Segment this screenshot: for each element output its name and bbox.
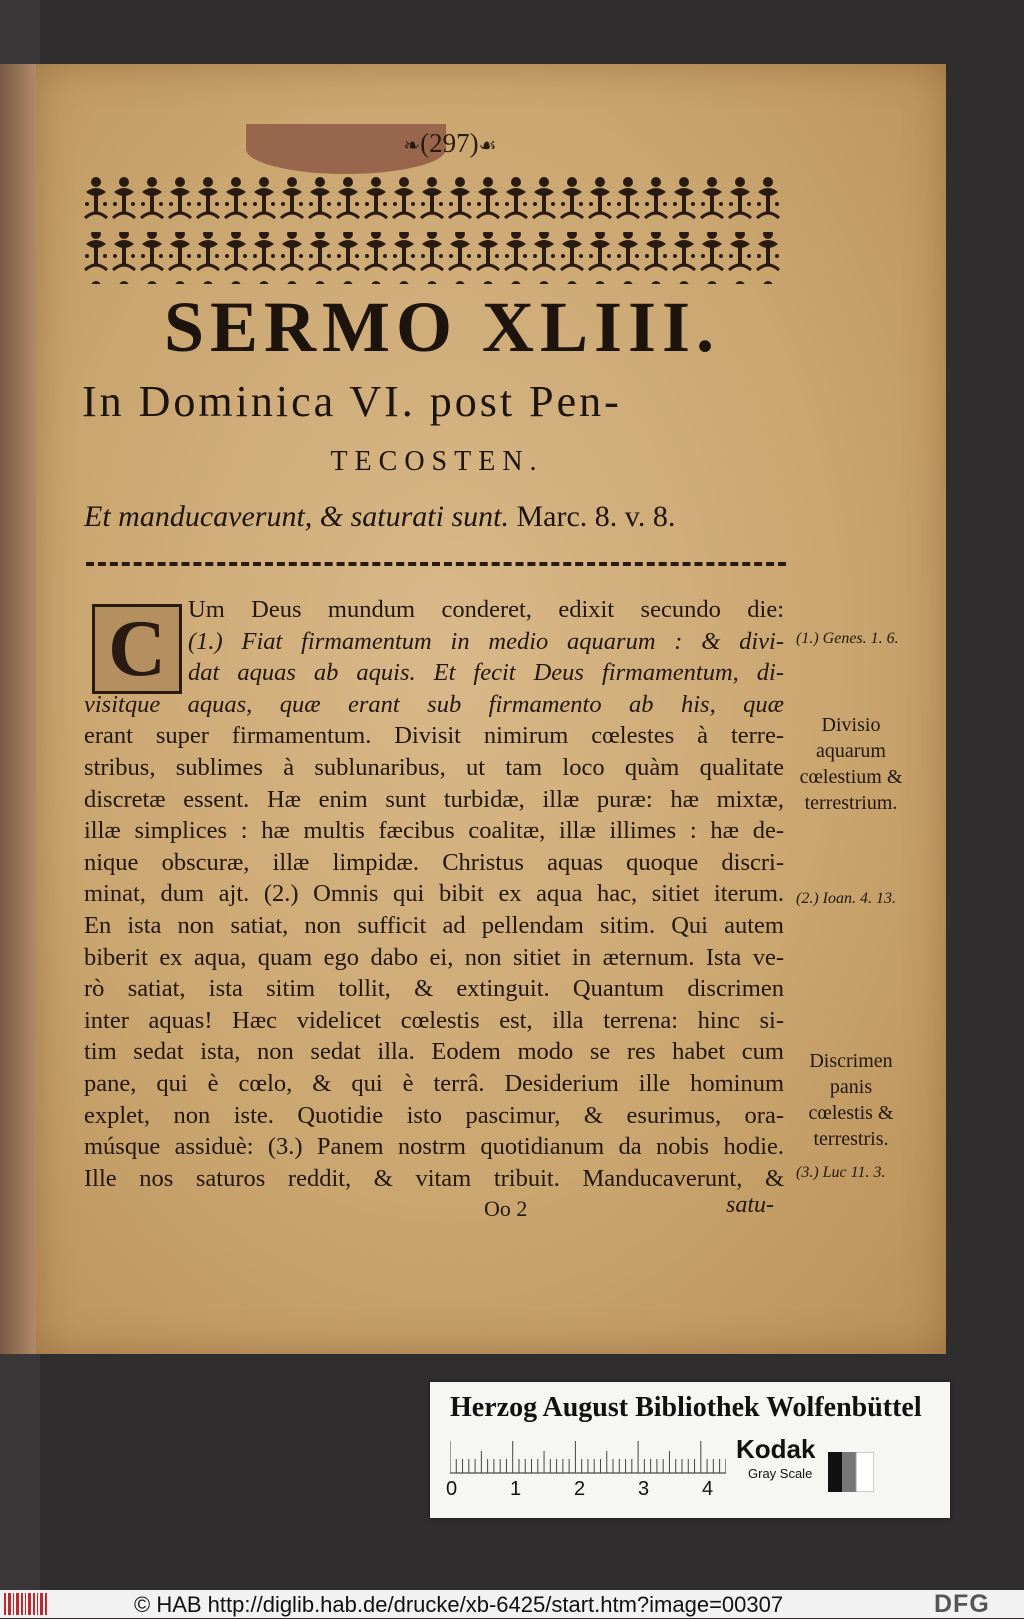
sermon-title: SERMO XLIII.: [163, 287, 721, 367]
margin-heading-discrimen: Discrimen panis cœlestis & terrestris.: [808, 1050, 894, 1150]
page-number: [370, 128, 530, 159]
body-text: [84, 594, 784, 1194]
text-line: En ista non satiat, non sufficit ad pellendam sitim. Qui autem: [84, 911, 784, 939]
text-line: músque assiduè: (3.) Panem nostrm quotidianum da nobis hodie.: [84, 1133, 784, 1161]
sermon-subtitle: In Dominica VI. post Pen-: [82, 377, 622, 426]
text-line: dat aquas ab aquis. Et fecit Deus firmamentum, di-: [188, 659, 784, 687]
text-line: visitque aquas, quæ erant sub firmamento ab his, quæ: [84, 690, 784, 718]
text-line: (1.) Fiat firmamentum in medio aquarum : & divi-: [188, 627, 784, 655]
sermon-subtitle-continued: TECOSTEN.: [330, 446, 544, 477]
library-name: Herzog August Bibliothek Wolfenbüttel: [450, 1392, 922, 1423]
text-line: discretæ essent. Hæ enim sunt turbidæ, illæ puræ: hæ mixtæ,: [84, 785, 784, 813]
footer-bar: [0, 1590, 1024, 1618]
gray-scale-swatch: [828, 1452, 874, 1492]
epigraph: [84, 500, 804, 534]
folio-ornament-left: ❧: [403, 135, 421, 157]
signature-mark: Oo 2: [484, 1196, 528, 1221]
library-color-card: [430, 1382, 950, 1518]
margin-heading-divisio: Divisio aquarum cœlestium & terrestrium.: [799, 714, 903, 814]
text-line: illæ simplices : hæ multis fæcibus coalitæ, illæ illimes : hæ de-: [84, 817, 784, 845]
catchword: satu-: [726, 1192, 774, 1218]
text-line: Ille nos saturos reddit, & vitam tribuit. Manducaverunt, &: [84, 1164, 784, 1192]
text-line: tim sedat ista, non sedat illa. Eodem modo se res habet cum: [84, 1038, 784, 1066]
drop-capital-letter: C: [108, 605, 166, 693]
text-line: minat, dum ajt. (2.) Omnis qui bibit ex aqua hac, sitiet iterum.: [84, 880, 784, 908]
text-line: erant super firmamentum. Divisit nimirum cœlestes à terre-: [84, 722, 784, 750]
decorative-headpiece: [82, 174, 782, 286]
epigraph-reference: Marc. 8. v. 8.: [516, 500, 676, 533]
text-line: rò satiat, ista sitim tollit, & extinguit. Quantum discrimen: [84, 975, 784, 1003]
text-line: explet, non iste. Quotidie isto pascimur, & esurimus, ora-: [84, 1101, 784, 1129]
margin-note-ioan: (2.) Ioan. 4. 13.: [796, 890, 896, 907]
ruler-label-0: 0: [446, 1478, 458, 1500]
dfg-logo: DFG: [934, 1590, 990, 1618]
divider-rule: [86, 562, 786, 566]
ruler-label-3: 3: [638, 1478, 650, 1500]
margin-note-luc: (3.) Luc 11. 3.: [796, 1164, 886, 1181]
epigraph-quote: Et manducaverunt, & saturati sunt.: [84, 500, 509, 533]
folio-text: (297): [420, 128, 479, 158]
barcode-icon: [4, 1593, 48, 1615]
measurement-ruler: [450, 1440, 726, 1474]
ruler-label-4: 4: [702, 1478, 714, 1500]
margin-note-genesis: (1.) Genes. 1. 6.: [796, 630, 899, 647]
text-line: stribus, sublimes à sublunaribus, ut tam loco quàm qualitate: [84, 753, 784, 781]
text-line: biberit ex aqua, quam ego dabo ei, non sitiet in æternum. Ista ve-: [84, 943, 784, 971]
text-line: Um Deus mundum conderet, edixit secundo die:: [188, 596, 784, 623]
ruler-label-2: 2: [574, 1478, 586, 1500]
kodak-logo: Kodak: [736, 1434, 816, 1464]
text-line: inter aquas! Hæc videlicet cœlestis est, illa terrena: hinc si-: [84, 1006, 784, 1034]
text-line: nique obscuræ, illæ limpidæ. Christus aquas quoque discri-: [84, 848, 784, 876]
ruler-label-1: 1: [510, 1478, 522, 1500]
page-edge: [0, 64, 40, 1354]
text-line: pane, qui è cœlo, & qui è terrâ. Desiderium ille hominum: [84, 1069, 784, 1097]
folio-ornament-right: ☙: [478, 135, 497, 157]
gray-scale-label: Gray Scale: [748, 1466, 813, 1481]
source-link[interactable]: © HAB http://diglib.hab.de/drucke/xb-6425/start.htm?image=00307: [134, 1592, 784, 1617]
